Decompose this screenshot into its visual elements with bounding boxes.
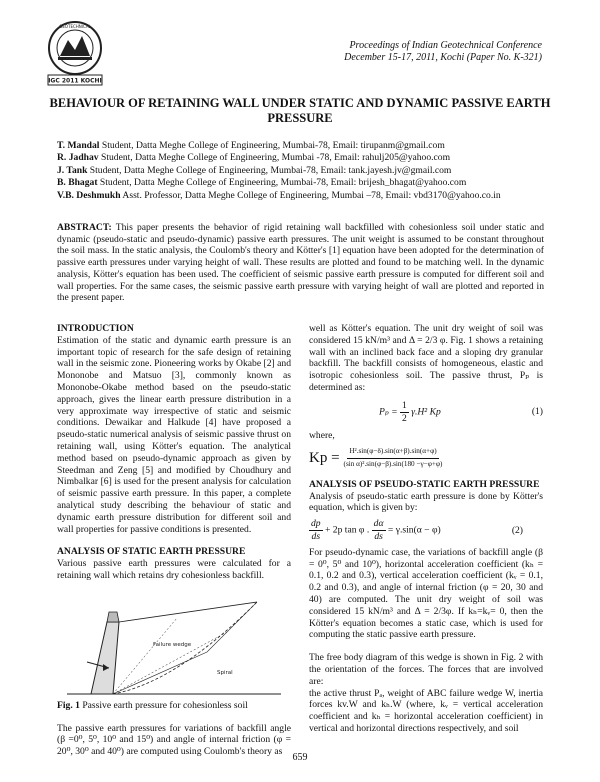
- equation-1-fraction: [400, 400, 409, 425]
- failure-wedge-label: Failure wedge: [153, 641, 192, 648]
- equation-1-number: (1): [531, 406, 543, 418]
- equation-2-b-numerator: dα: [373, 518, 384, 530]
- author-name: T. Mandal: [57, 140, 100, 151]
- equation-1-denominator: 2: [401, 412, 407, 424]
- author-4: [57, 177, 557, 189]
- author-detail: Student, Datta Meghe College of Engineering, Mumbai-78, Email: tank.jayesh.jv@gmail.com: [87, 164, 452, 176]
- title-line-2: PRESSURE: [267, 111, 333, 125]
- right-paragraph-2: For pseudo-dynamic case, the variations of backfill angle (β = 0⁰, 5⁰ and 10⁰), horizontal acceleration coefficient (kₕ = 0.1, 0.2 and 0.3), vertical acceleration coefficient (kᵥ = 0.1, 0.2 and 0.3), and angle of internal friction (φ = 20, 30 and 40) are computed. The unit dry weight of soil was considered 15 kN/m³ and Δ = 2/3φ. If kₕ=kᵥ= 0, then the Kötter's equation becomes a static case, which is used for computing the static passive earth pressure.: [309, 546, 543, 641]
- author-name: J. Tank: [57, 164, 88, 176]
- author-detail: Asst. Professor, Datta Meghe College of Engineering, Mumbai –78, Email: vbd3170@yahoo.co.in: [120, 189, 501, 201]
- right-paragraph-4: the active thrust Pₐ, weight of ABC failure wedge W, inertia forces kv.W and kₕ.W (where, kᵥ = vertical acceleration coefficient and kₕ = horizontal acceleration coefficient) in vertical and horizontal directions respectively, and soil: [309, 687, 543, 734]
- equation-2-mid: + 2p tan φ .: [325, 524, 370, 536]
- equation-2-fraction-b: [372, 518, 386, 543]
- author-name: B. Bhagat: [57, 177, 98, 189]
- equation-2-a-numerator: dp: [311, 518, 321, 530]
- author-detail: Student, Datta Meghe College of Engineering, Mumbai -78, Email: rahulj205@yahoo.com: [98, 152, 451, 164]
- author-detail: Student, Datta Meghe College of Engineering, Mumbai-78, Email: brijesh_bhagat@yahoo.com: [97, 177, 467, 189]
- kp-denominator: (sin α)².sin(φ−β).sin(180 −γ−φ+φ): [343, 459, 443, 468]
- igc-logo-icon: [44, 20, 106, 86]
- figure-1: [57, 582, 291, 700]
- abstract-label: ABSTRACT:: [57, 222, 112, 233]
- right-paragraph-1: well as Kötter's equation. The unit dry weight of soil was considered 15 kN/m³ and Δ = 2/3 φ. Fig. 1 shows a retaining wall with an inclined back face and a sloping dry granular backfill. The backfill consists of homogeneous, elastic and isotropic cohesionless soil. The passive thrust, Pₚ is determined as:: [309, 323, 543, 393]
- kp-lhs: Kp =: [309, 449, 340, 466]
- pseudo-static-text: Analysis of pseudo-static earth pressure is done by Kötter's equation, which is given by:: [309, 490, 543, 514]
- equation-1-lhs: Pₚ =: [379, 406, 398, 418]
- introduction-text: Estimation of the static and dynamic earth pressure is an important topic of research for the safe design of retaining wall in the seismic zone. Pioneering works by Okabe [2] and Mononobe and Matsuo [3], commonly known as Mononobe-Okabe method based on the pseudo-static approach, gives the linear earth pressure distribution in a very approximate way irrespective of static and seismic conditions. Dewaikar and Halkude [4] have proposed a pseudo-static numerical analysis of seismic passive thrust on retaining wall, using Kötter's equation. The analytical method based on pseudo-dynamic approach as given by Steedman and Zeng [5] and modified by Choudhury and Nimbalkar [6] is used for the present analysis for calculation of seismic passive earth pressure. In this paper, a complete analytical study describing the behaviour of static and dynamic earth pressure distribution for different soil and wall properties for passive conditions is presented.: [57, 334, 291, 535]
- figure-1-label: Fig. 1: [57, 699, 80, 711]
- introduction-heading: INTRODUCTION: [57, 323, 134, 334]
- conference-name: Proceedings of Indian Geotechnical Conference: [349, 40, 542, 51]
- retaining-wall-diagram-icon: [57, 582, 291, 700]
- equation-2-fraction-a: [309, 518, 323, 543]
- left-bottom-text: The passive earth pressures for variations of backfill angle (β =0⁰, 5⁰, 10⁰ and 15⁰) and angle of internal friction (φ = 20⁰, 30⁰ and 40⁰) are computed using Coulomb's theory as: [57, 722, 291, 758]
- static-analysis-text: Various passive earth pressures were calculated for a retaining wall which retains dry cohesionless backfill.: [57, 558, 291, 581]
- paper-title: [40, 96, 560, 126]
- author-name: R. Jadhav: [57, 152, 99, 164]
- kp-numerator: H².sin(φ−δ).sin(α+β).sin(α+φ): [347, 446, 438, 459]
- author-3: [57, 165, 557, 177]
- pseudo-static-heading: ANALYSIS OF PSEUDO-STATIC EARTH PRESSURE: [309, 478, 540, 490]
- equation-1-body: [309, 400, 441, 425]
- figure-1-caption: [57, 700, 291, 712]
- right-column: [309, 323, 543, 735]
- author-1: [57, 140, 557, 152]
- page-number: 659: [292, 752, 308, 763]
- logo-badge-text: IGC 2011 KOCHI: [48, 77, 102, 85]
- author-5: [57, 190, 557, 202]
- equation-2-rhs: = γ.sin(α − φ): [387, 524, 441, 536]
- equation-1: [309, 400, 543, 425]
- author-name: V.B. Deshmukh: [57, 189, 121, 201]
- abstract-text: This paper presents the behavior of rigid retaining wall backfilled with cohesionless soil under static and dynamic (pseudo-static and pseudo-dynamic) passive earth pressures. The unit weight is assumed to be constant throughout the soil mass. In the static analysis, the Coulomb's theory and Kötter's [1] equation have been adopted for the determination of passive earth pressures under varying height of wall. These results are plotted and found to be matching well. In the dynamic analysis, Kötter's equation has been used. The coefficient of seismic passive earth pressure is computed for different soil and wall properties. For the same cases, the seismic passive earth pressure with varying height of wall are plotted and reported in the present paper.: [57, 222, 544, 304]
- equation-1-numerator: 1: [401, 399, 407, 411]
- left-column: [57, 323, 291, 758]
- equation-2-body: [309, 518, 441, 543]
- kp-fraction: [344, 446, 443, 471]
- equation-2: [309, 518, 543, 543]
- kp-equation: [309, 446, 543, 471]
- equation-2-b-denominator: ds: [374, 530, 383, 542]
- equation-2-a-denominator: ds: [311, 530, 321, 542]
- author-2: [57, 152, 557, 164]
- abstract: [57, 222, 544, 304]
- right-paragraph-3: The free body diagram of this wedge is shown in Fig. 2 with the orientation of the forces. The forces that are involved are:: [309, 652, 543, 687]
- conference-logo: [44, 20, 106, 86]
- where-label: where,: [309, 430, 335, 442]
- equation-2-number: (2): [511, 524, 523, 536]
- static-analysis-heading: ANALYSIS OF STATIC EARTH PRESSURE: [57, 546, 246, 558]
- author-detail: Student, Datta Meghe College of Engineering, Mumbai-78, Email: tirupanm@gmail.com: [99, 140, 445, 151]
- spiral-label: Spiral: [217, 669, 233, 676]
- author-list: [57, 140, 557, 202]
- title-line-1: BEHAVIOUR OF RETAINING WALL UNDER STATIC AND DYNAMIC PASSIVE EARTH: [49, 96, 551, 110]
- logo-top-text: GEOTECHNICAL: [59, 24, 91, 29]
- figure-1-caption-text: Passive earth pressure for cohesionless soil: [79, 699, 248, 711]
- conference-date: December 15-17, 2011, Kochi (Paper No. K-321): [344, 52, 542, 63]
- equation-1-rhs: γ.H² Kp: [411, 406, 441, 418]
- conference-header: [312, 40, 542, 64]
